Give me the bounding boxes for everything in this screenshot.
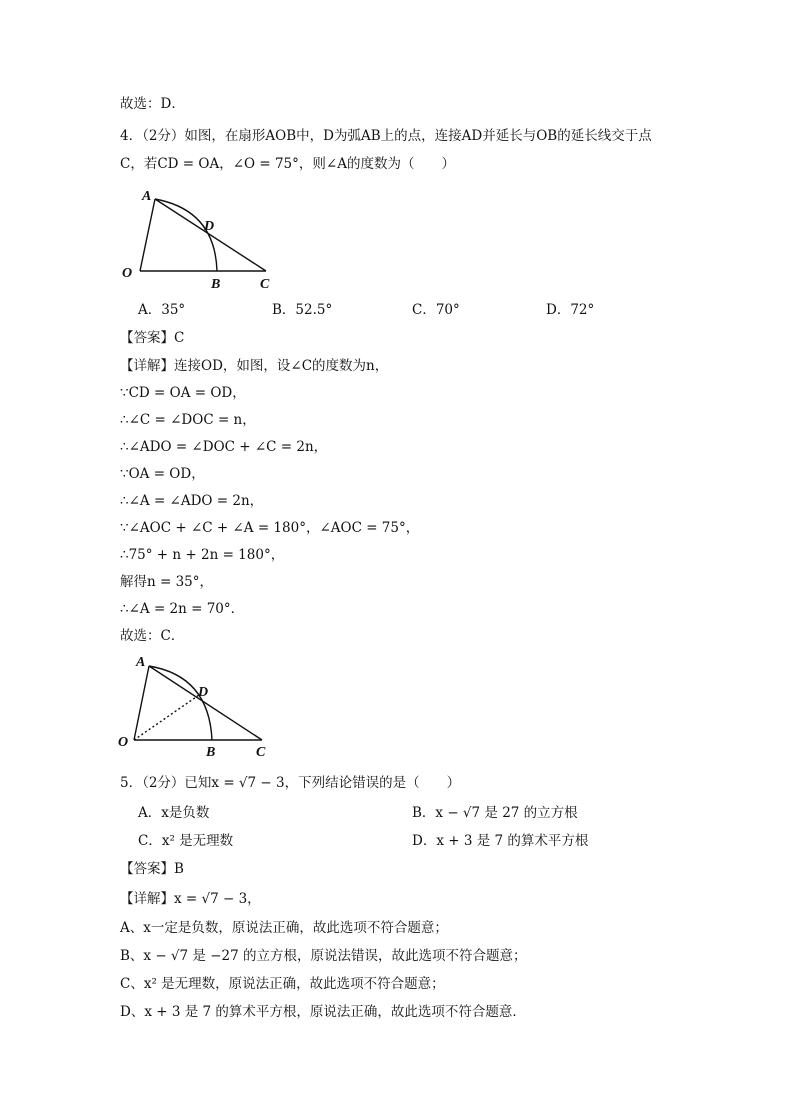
q4-detail-line: ∴∠A = ∠ADO = 2n，	[120, 493, 264, 509]
q4-detail-line: ∵CD = OA = OD，	[120, 385, 246, 401]
q4-figure-sector	[118, 182, 288, 294]
label-c: C	[260, 277, 270, 292]
q5-detail-line: D、x + 3 是 7 的算术平方根，原说法正确，故此选项不符合题意．	[120, 1004, 526, 1020]
arc-ab	[149, 666, 212, 740]
q4-option-c: C．70°	[412, 302, 460, 318]
q5-stem: 5．（2分）已知x = √7 − 3，下列结论错误的是（ ）	[120, 775, 461, 791]
q4-detail-line: 解得n = 35°，	[120, 574, 214, 590]
q4-detail-line: ∵OA = OD，	[120, 466, 205, 482]
segment-ac	[155, 199, 266, 271]
q4-detail-line: ∵∠AOC + ∠C + ∠A = 180°，∠AOC = 75°，	[120, 520, 420, 536]
label-a: A	[142, 189, 152, 204]
segment-od-dotted	[134, 695, 199, 740]
q5-detail-line: 【详解】x = √7 − 3，	[120, 891, 261, 907]
label-o: O	[122, 266, 133, 281]
label-o: O	[118, 735, 129, 750]
q4-detail-line: ∴∠A = 2n = 70°．	[120, 601, 245, 617]
label-b: B	[206, 745, 216, 760]
q5-detail-line: B、x − √7 是 −27 的立方根，原说法错误，故此选项不符合题意；	[120, 948, 527, 964]
q5-answer: 【答案】B	[120, 861, 184, 877]
q5-detail-line: A、x一定是负数，原说法正确，故此选项不符合题意；	[120, 920, 448, 936]
q4-option-a: A．35°	[138, 302, 186, 318]
q4-detail-line: ∴∠ADO = ∠DOC + ∠C = 2n，	[120, 439, 328, 455]
q5-option-c: C．x² 是无理数	[138, 833, 234, 849]
label-b: B	[211, 277, 221, 292]
q5-option-b: B．x − √7 是 27 的立方根	[412, 805, 578, 821]
q4-detail-line: ∴75° + n + 2n = 180°，	[120, 547, 285, 563]
q4-answer: 【答案】C	[120, 330, 185, 346]
arc-ab	[155, 199, 217, 271]
q4-detail-line: 故选：C．	[120, 628, 185, 644]
q4-option-b: B．52.5°	[272, 302, 333, 318]
q5-detail-line: C、x² 是无理数，原说法正确，故此选项不符合题意；	[120, 976, 445, 992]
q4-stem-line-2: C，若CD = OA，∠O = 75°，则∠A的度数为（ ）	[120, 156, 455, 172]
segment-ac	[149, 666, 262, 740]
label-d: D	[198, 685, 209, 700]
q3-answer-line: 故选：D．	[120, 96, 185, 112]
q4-figure-solution	[114, 652, 284, 760]
q5-option-a: A．x是负数	[138, 805, 210, 821]
segment-oa	[140, 199, 155, 271]
q5-option-d: D．x + 3 是 7 的算术平方根	[412, 833, 589, 849]
q4-detail-line: ∴∠C = ∠DOC = n，	[120, 412, 256, 428]
q4-detail-line: 【详解】连接OD，如图，设∠C的度数为n，	[120, 358, 389, 374]
segment-oa	[134, 666, 149, 740]
q4-option-d: D．72°	[546, 302, 595, 318]
q4-stem-line-1: 4．（2分）如图，在扇形AOB中，D为弧AB上的点，连接AD并延长与OB的延长线交于点	[120, 128, 652, 144]
label-c: C	[256, 745, 266, 760]
label-a: A	[136, 655, 146, 670]
label-d: D	[204, 219, 215, 234]
